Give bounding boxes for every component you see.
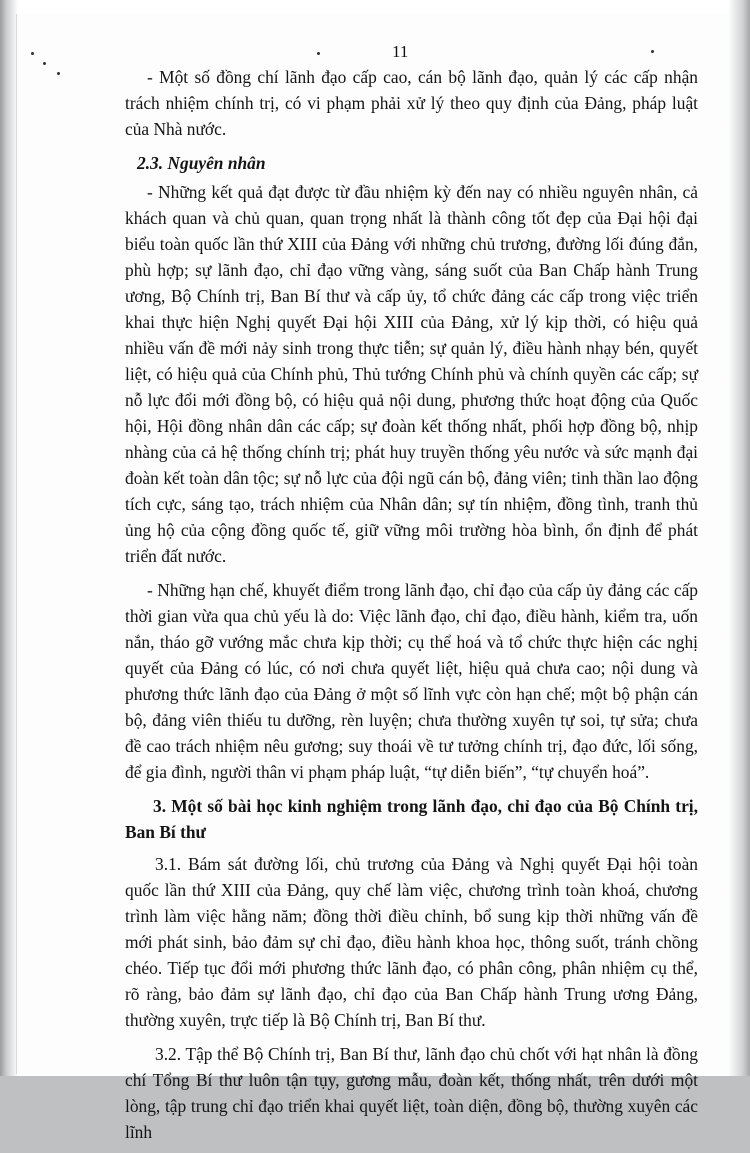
paragraph-lesson-3-1: 3.1. Bám sát đường lối, chủ trương của Đảng và Nghị quyết Đại hội toàn quốc lần thứ XIII của Đảng, quy chế làm việc, chương trình toàn khoá, chương trình làm việc hằng năm; đồng thời điều chỉnh, bổ sung kịp thời những vấn đề mới phát sinh, bảo đảm sự chỉ đạo, điều hành khoa học, thông suốt, tránh chồng chéo. Tiếp tục đổi mới phương thức lãnh đạo, có phân công, phân nhiệm cụ thể, rõ ràng, bảo đảm sự lãnh đạo, chỉ đạo của Ban Chấp hành Trung ương Đảng, thường xuyên, trực tiếp là Bộ Chính trị, Ban Bí thư.: [125, 854, 698, 1030]
paragraph-causes-results: - Những kết quả đạt được từ đầu nhiệm kỳ đến nay có nhiều nguyên nhân, cả khách quan và chủ quan, quan trọng nhất là thành công tốt đẹp của Đại hội đại biểu toàn quốc lần thứ XIII của Đảng với những chủ trương, đường lối đúng đắn, phù hợp; sự lãnh đạo, chỉ đạo vững vàng, sáng suốt của Ban Chấp hành Trung ương, Bộ Chính trị, Ban Bí thư và cấp ủy, tổ chức đảng các cấp trong việc triển khai thực hiện Nghị quyết Đại hội XIII của Đảng, xử lý kịp thời, có hiệu quả nhiều vấn đề mới nảy sinh trong thực tiễn; sự quản lý, điều hành nhạy bén, quyết liệt, có hiệu quả của Chính phủ, Thủ tướng Chính phủ và chính quyền các cấp; sự nỗ lực đổi mới đồng bộ, có hiệu quả nội dung, phương thức hoạt động của Quốc hội, Hội đồng nhân dân các cấp; sự đoàn kết thống nhất, phối hợp đồng bộ, nhịp nhàng của cả hệ thống chính trị; phát huy truyền thống yêu nước và sức mạnh đại đoàn kết toàn dân tộc; sự nỗ lực của đội ngũ cán bộ, đảng viên; tinh thần lao động tích cực, sáng tạo, trách nhiệm của Nhân dân; sự tín nhiệm, đồng tình, tranh thủ ủng hộ của cộng đồng quốc tế, giữ vững môi trường hòa bình, ổn định để phát triển đất nước.: [125, 182, 698, 566]
scan-speck: [57, 72, 60, 75]
scan-speck: [651, 50, 654, 53]
section-heading-lessons: 3. Một số bài học kinh nghiệm trong lãnh đạo, chỉ đạo của Bộ Chính trị, Ban Bí thư: [125, 796, 698, 842]
paragraph-responsibility: - Một số đồng chí lãnh đạo cấp cao, cán bộ lãnh đạo, quản lý các cấp nhận trách nhiệm chính trị, có vi phạm phải xử lý theo quy định của Đảng, pháp luật của Nhà nước.: [125, 67, 698, 139]
section-heading-causes: 2.3. Nguyên nhân: [137, 153, 266, 173]
scan-speck: [31, 52, 34, 55]
page-number: 11: [392, 42, 409, 61]
paragraph-lesson-3-2: 3.2. Tập thể Bộ Chính trị, Ban Bí thư, lãnh đạo chủ chốt với hạt nhân là đồng chí Tổng Bí thư luôn tận tụy, gương mẫu, đoàn kết, thống nhất, trên dưới một lòng, tập trung chỉ đạo triển khai quyết liệt, toàn diện, đồng bộ, thường xuyên các lĩnh: [125, 1044, 698, 1142]
scan-speck: [43, 62, 46, 65]
paragraph-causes-limitations: - Những hạn chế, khuyết điểm trong lãnh đạo, chỉ đạo của cấp ủy đảng các cấp thời gian vừa qua chủ yếu là do: Việc lãnh đạo, chỉ đạo, điều hành, kiểm tra, uốn nắn, tháo gỡ vướng mắc chưa kịp thời; cụ thể hoá và tổ chức thực hiện các nghị quyết của Đảng có lúc, có nơi chưa quyết liệt, hiệu quả chưa cao; nội dung và phương thức lãnh đạo của Đảng ở một số lĩnh vực còn hạn chế; một bộ phận cán bộ, đảng viên thiếu tu dưỡng, rèn luyện; chưa thường xuyên tự soi, tự sửa; chưa đề cao trách nhiệm nêu gương; suy thoái về tư tưởng chính trị, đạo đức, lối sống, để gia đình, người thân vi phạm pháp luật, “tự diễn biến”, “tự chuyển hoá”.: [125, 580, 698, 782]
scan-speck: [317, 52, 320, 55]
document-body: [125, 64, 698, 1153]
